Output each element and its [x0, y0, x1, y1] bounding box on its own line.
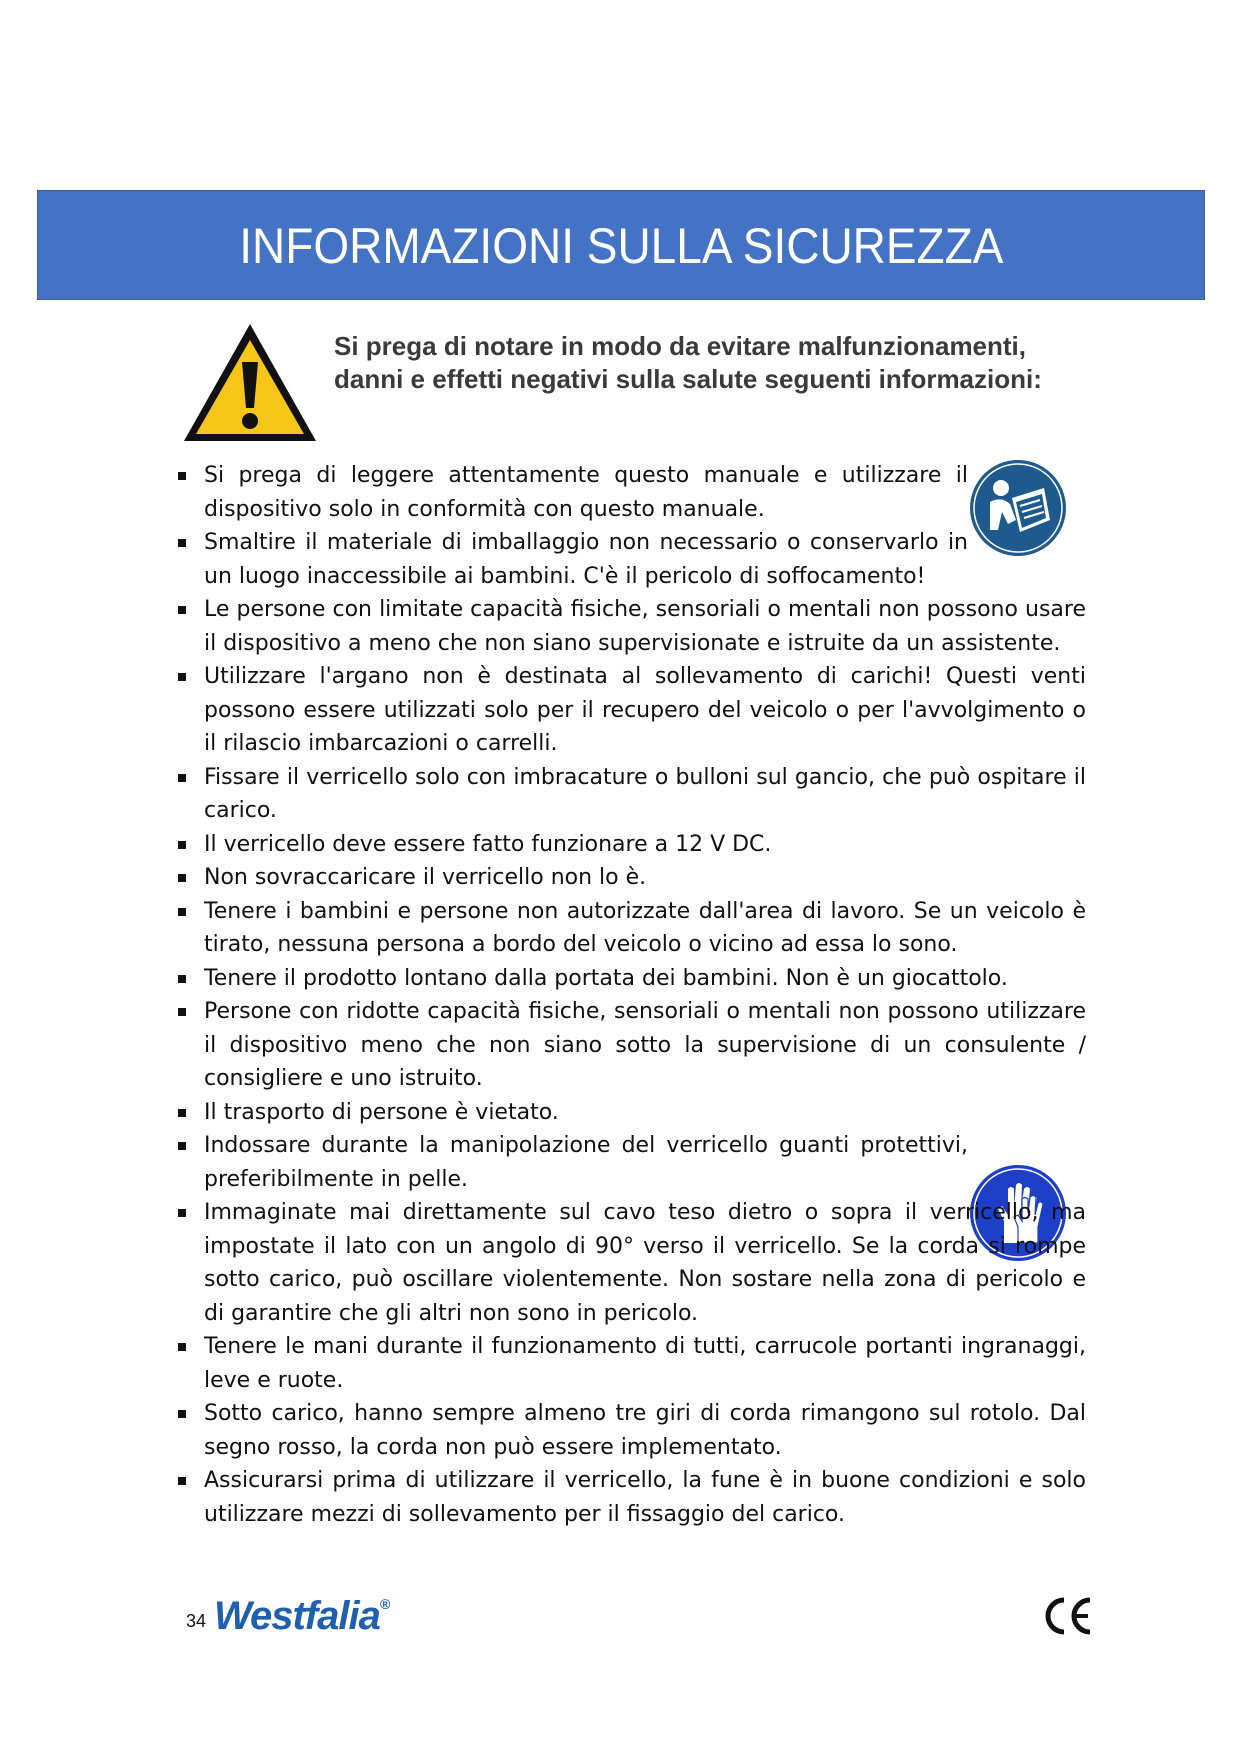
square-bullet-icon	[178, 975, 186, 983]
westfalia-logo	[214, 1594, 391, 1638]
page-number: 34	[186, 1611, 207, 1631]
list-item: Sotto carico, hanno sempre almeno tre giri di corda rimangono sul rotolo. Dal segno rosso, la corda non può essere implementato.	[176, 1397, 1086, 1464]
safety-list	[176, 459, 1086, 1531]
square-bullet-icon	[178, 1109, 186, 1117]
list-item: Fissare il verricello solo con imbracature o bulloni sul gancio, che può ospitare il carico.	[176, 761, 1086, 828]
square-bullet-icon	[178, 841, 186, 849]
list-item: Le persone con limitate capacità fisiche, sensoriali o mentali non possono usare il dispositivo a meno che non siano supervisionate e istruite da un assistente.	[176, 593, 1086, 660]
list-item: Tenere il prodotto lontano dalla portata dei bambini. Non è un giocattolo.	[176, 962, 1086, 996]
header-banner	[37, 190, 1205, 300]
list-item: Il verricello deve essere fatto funzionare a 12 V DC.	[176, 828, 1086, 862]
square-bullet-icon	[178, 874, 186, 882]
square-bullet-icon	[178, 1142, 186, 1150]
list-item: Si prega di leggere attentamente questo manuale e utilizzare il dispositivo solo in conformità con questo manuale.	[176, 459, 968, 526]
list-item: Tenere i bambini e persone non autorizzate dall'area di lavoro. Se un veicolo è tirato, nessuna persona a bordo del veicolo o vicino ad essa lo sono.	[176, 895, 1086, 962]
warning-triangle-icon	[180, 320, 320, 445]
square-bullet-icon	[178, 1477, 186, 1485]
square-bullet-icon	[178, 472, 186, 480]
list-item: Indossare durante la manipolazione del verricello guanti protettivi, preferibilmente in pelle.	[176, 1129, 968, 1196]
square-bullet-icon	[178, 539, 186, 547]
square-bullet-icon	[178, 774, 186, 782]
list-item: Persone con ridotte capacità fisiche, sensoriali o mentali non possono utilizzare il dispositivo meno che non siano sotto la supervisione di un consulente / consigliere e uno istruito.	[176, 995, 1086, 1096]
brand-name: Westfalia	[214, 1594, 380, 1638]
list-item: Smaltire il materiale di imballaggio non necessario o conservarlo in un luogo inaccessibile ai bambini. C'è il pericolo di soffocamento!	[176, 526, 968, 593]
list-item: Tenere le mani durante il funzionamento di tutti, carrucole portanti ingranaggi, leve e ruote.	[176, 1330, 1086, 1397]
intro-notice: Si prega di notare in modo da evitare malfunzionamenti, danni e effetti negativi sulla salute seguenti informazioni:	[334, 331, 1042, 394]
registered-mark: ®	[380, 1596, 391, 1612]
list-item: Immaginate mai direttamente sul cavo teso dietro o sopra il verricello, ma impostate il lato con un angolo di 90° verso il verricello. Se la corda si rompe sotto carico, può oscillare violentemente. Non sostare nella zona di pericolo e di garantire che gli altri non sono in pericolo.	[176, 1196, 1086, 1330]
square-bullet-icon	[178, 1410, 186, 1418]
list-item: Il trasporto di persone è vietato.	[176, 1096, 1086, 1130]
list-item: Non sovraccaricare il verricello non lo è.	[176, 861, 1086, 895]
list-item: Utilizzare l'argano non è destinata al sollevamento di carichi! Questi venti possono essere utilizzati solo per il recupero del veicolo o per l'avvolgimento o il rilascio imbarcazioni o carrelli.	[176, 660, 1086, 761]
square-bullet-icon	[178, 908, 186, 916]
page-title: INFORMAZIONI SULLA SICUREZZA	[238, 218, 1004, 274]
square-bullet-icon	[178, 673, 186, 681]
square-bullet-icon	[178, 606, 186, 614]
square-bullet-icon	[178, 1343, 186, 1351]
list-item: Assicurarsi prima di utilizzare il verricello, la fune è in buone condizioni e solo utilizzare mezzi di sollevamento per il fissaggio del carico.	[176, 1464, 1086, 1531]
square-bullet-icon	[178, 1209, 186, 1217]
ce-mark-icon	[1040, 1594, 1096, 1638]
square-bullet-icon	[178, 1008, 186, 1016]
